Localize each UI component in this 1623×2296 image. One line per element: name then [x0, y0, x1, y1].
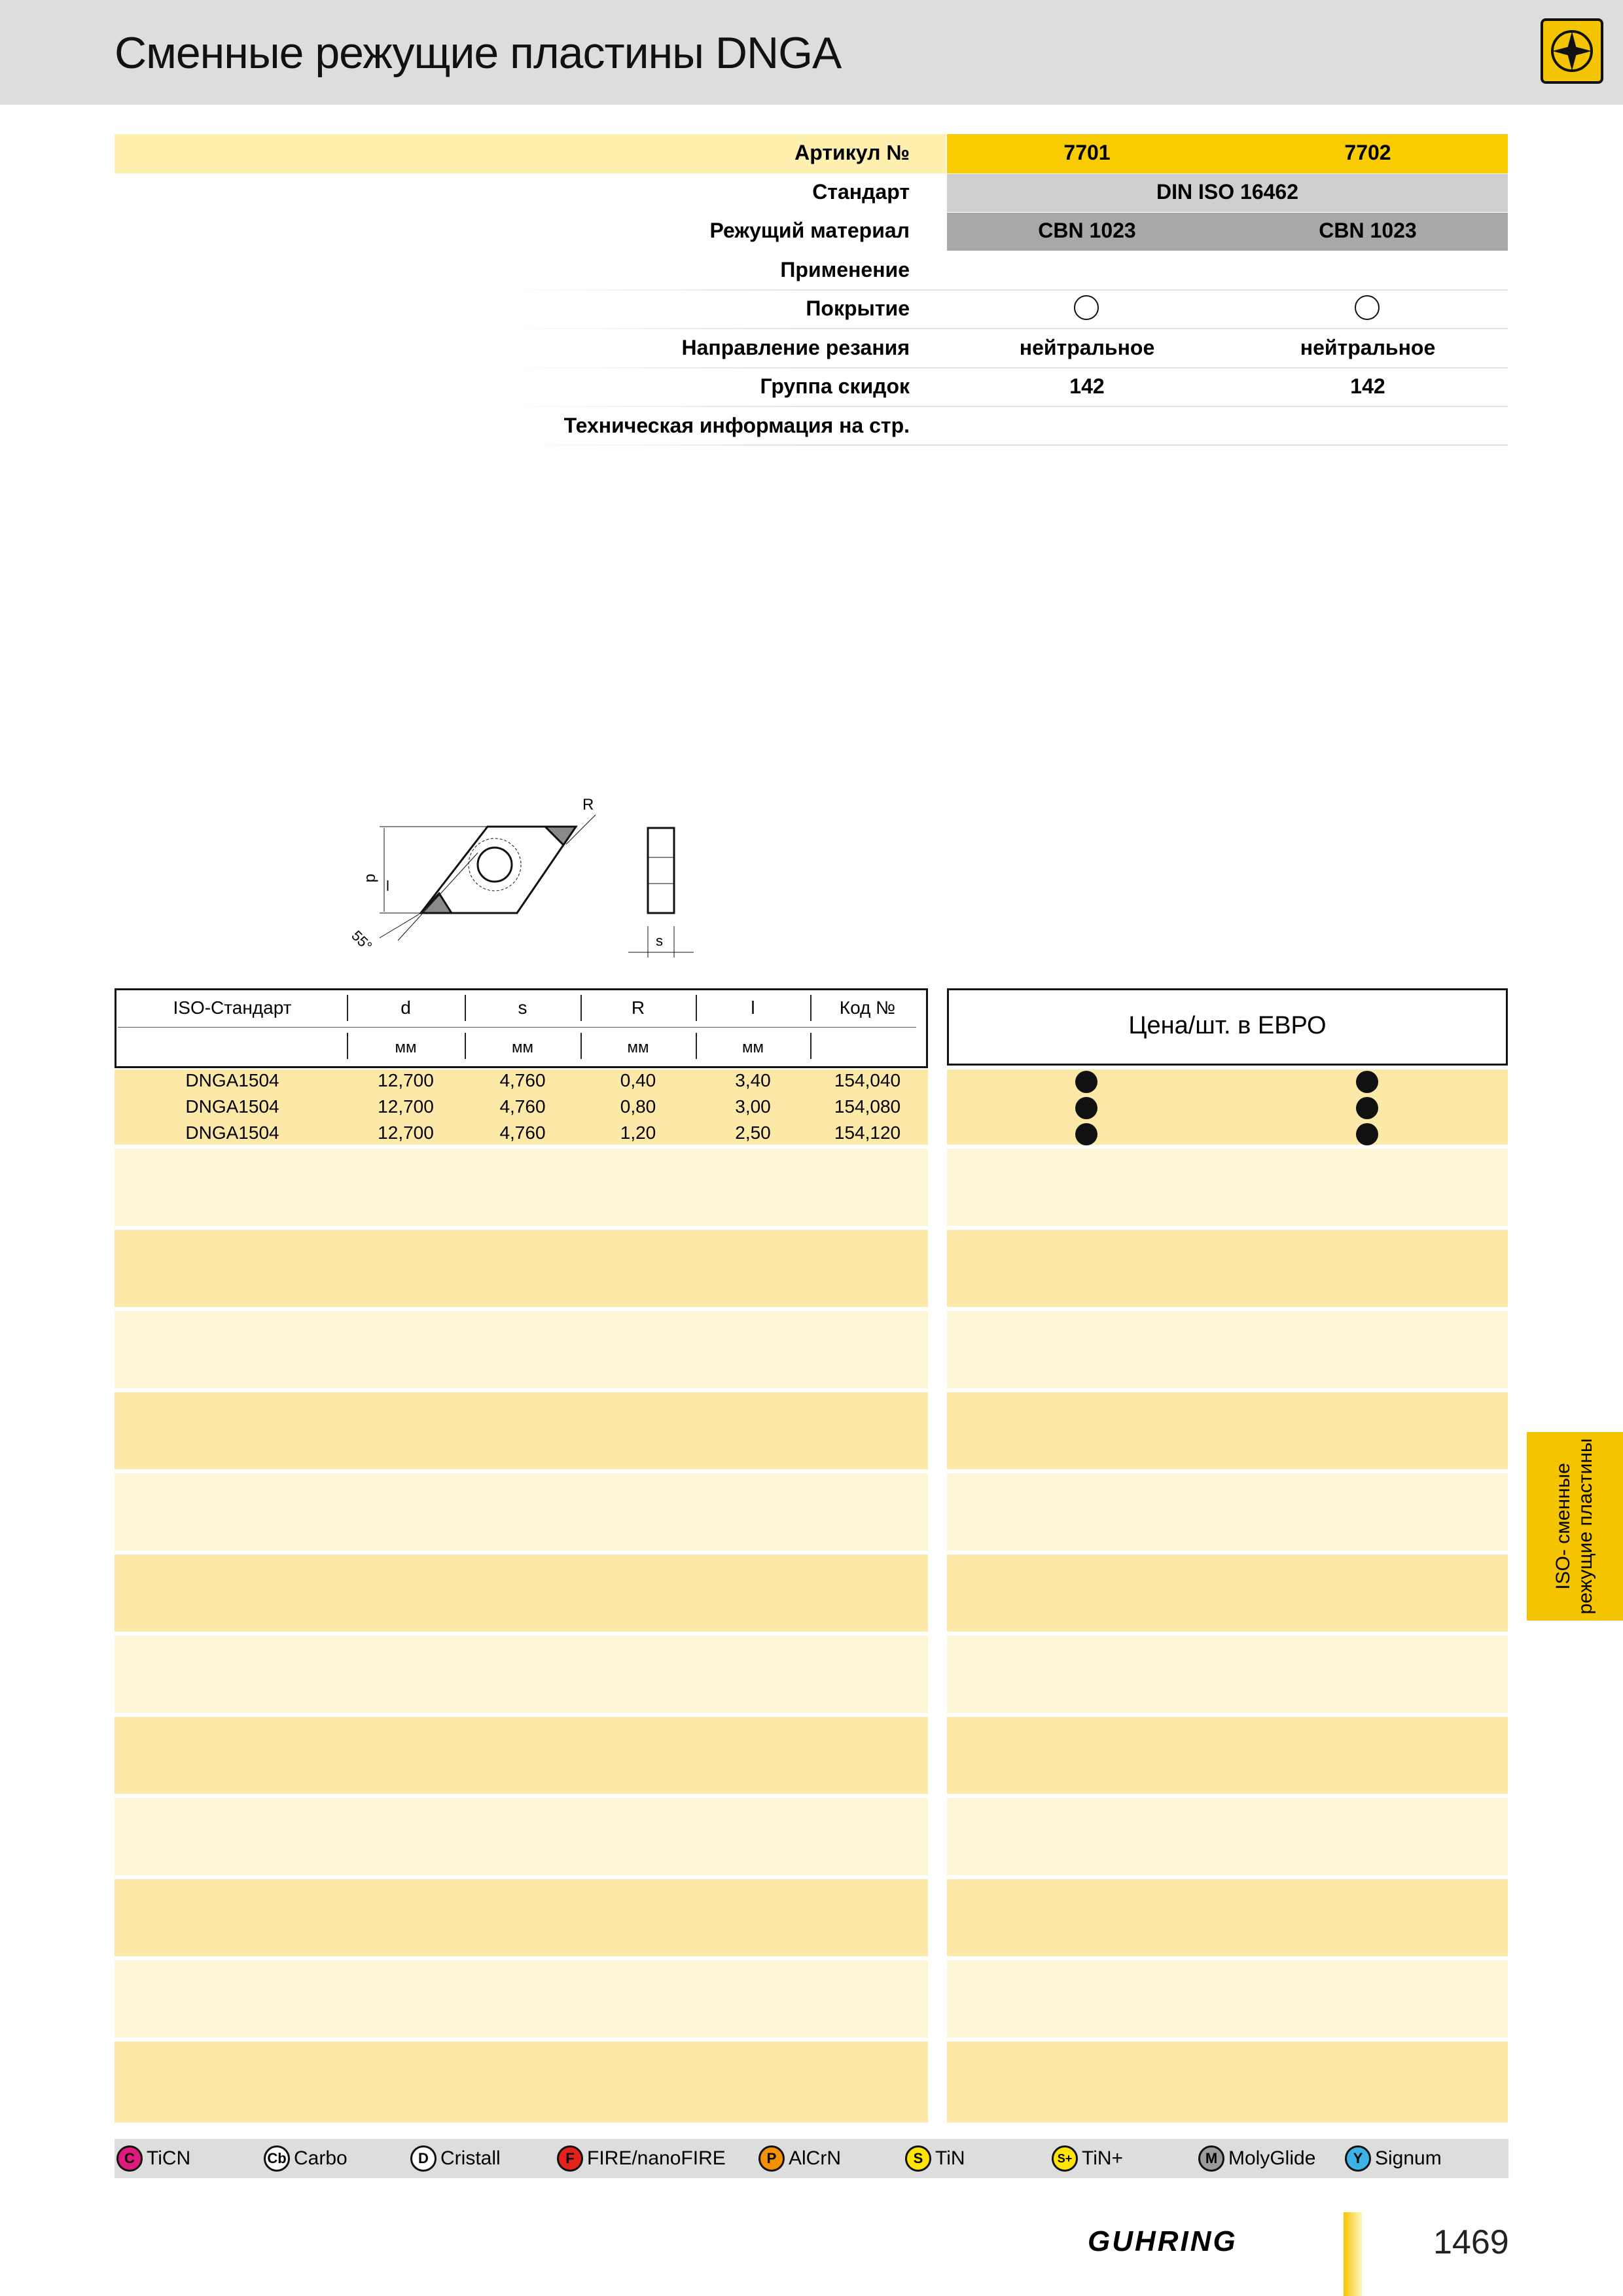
cell-s: 4,760 — [499, 1070, 546, 1090]
empty-band — [115, 1636, 928, 1713]
legend-label: TiCN — [147, 2147, 191, 2169]
discount-7701: 142 — [1069, 374, 1105, 398]
page-title: Сменные режущие пластины DNGA — [115, 28, 842, 78]
guhring-logo-icon — [1541, 18, 1603, 84]
col-header-s: s — [518, 997, 527, 1018]
available-dot-icon — [1075, 1097, 1097, 1119]
empty-band — [115, 1717, 928, 1794]
side-tab-line2: режущие пластины — [1575, 1438, 1596, 1615]
price-header: Цена/шт. в ЕВРО — [1128, 1012, 1327, 1039]
legend-item — [1345, 2145, 1442, 2172]
legend-label: TiN+ — [1082, 2147, 1124, 2169]
article-7702: 7702 — [1344, 141, 1391, 164]
legend-label: Cristall — [440, 2147, 501, 2169]
cell-iso: DNGA1504 — [185, 1122, 279, 1143]
drawing-label-d: d — [363, 874, 380, 883]
cell-d: 12,700 — [378, 1070, 434, 1090]
side-tab-line1: ISO- сменные — [1552, 1463, 1574, 1590]
legend-label: Signum — [1375, 2147, 1442, 2169]
cell-l: 3,00 — [735, 1096, 771, 1117]
empty-band — [947, 1311, 1508, 1388]
available-dot-icon — [1075, 1123, 1097, 1145]
direction-7701: нейтральное — [1019, 336, 1155, 359]
divider — [497, 328, 1508, 329]
spec-label-article: Артикул № — [794, 141, 910, 164]
cell-r: 0,40 — [620, 1070, 656, 1090]
available-dot-icon — [1075, 1071, 1097, 1093]
unit-d: мм — [395, 1039, 417, 1056]
available-dot-icon — [1356, 1097, 1378, 1119]
coating-d-icon: D — [410, 2145, 437, 2172]
legend-item — [116, 2145, 190, 2172]
empty-band — [115, 2041, 928, 2123]
cell-r: 1,20 — [620, 1122, 656, 1143]
insert-drawing — [321, 789, 713, 978]
cell-code: 154,040 — [834, 1070, 901, 1090]
divider — [497, 406, 1508, 407]
unit-s: мм — [512, 1039, 533, 1056]
empty-band — [115, 1960, 928, 2037]
material-7702: CBN 1023 — [1319, 219, 1417, 242]
coating-f-icon: F — [557, 2145, 583, 2172]
available-dot-icon — [1356, 1123, 1378, 1145]
spec-label-direction: Направление резания — [681, 336, 910, 359]
spec-label-application: Применение — [780, 258, 910, 281]
empty-band — [947, 1149, 1508, 1226]
col-header-iso: ISO-Стандарт — [173, 997, 292, 1018]
data-band — [947, 1069, 1508, 1145]
empty-band — [115, 1879, 928, 1956]
direction-7702: нейтральное — [1300, 336, 1436, 359]
empty-band — [115, 1311, 928, 1388]
coating-p-icon: P — [758, 2145, 785, 2172]
cell-code: 154,120 — [834, 1122, 901, 1143]
empty-band — [947, 1392, 1508, 1469]
legend-item — [410, 2145, 501, 2172]
footer-accent-bar — [1344, 2212, 1362, 2296]
article-7701: 7701 — [1063, 141, 1111, 164]
divider — [810, 1033, 812, 1059]
coating-y-icon: Y — [1345, 2145, 1371, 2172]
unit-r: мм — [627, 1039, 649, 1056]
cell-iso: DNGA1504 — [185, 1096, 279, 1117]
drawing-label-angle: 55° — [348, 927, 376, 954]
empty-band — [115, 1149, 928, 1226]
divider — [497, 444, 1508, 446]
cell-l: 2,50 — [735, 1122, 771, 1143]
coating-s-icon: S — [905, 2145, 931, 2172]
spec-label-discount: Группа скидок — [760, 374, 910, 398]
brand-logo: GUHRING — [1088, 2225, 1238, 2257]
col-header-r: R — [631, 997, 645, 1018]
empty-band — [947, 1879, 1508, 1956]
col-header-l: l — [751, 997, 755, 1018]
empty-band — [115, 1230, 928, 1307]
cell-l: 3,40 — [735, 1070, 771, 1090]
cell-s: 4,760 — [499, 1096, 546, 1117]
legend-label: Carbo — [294, 2147, 348, 2169]
divider — [497, 289, 1508, 291]
spec-label-material: Режущий материал — [709, 219, 910, 242]
empty-band — [947, 1636, 1508, 1713]
cell-s: 4,760 — [499, 1122, 546, 1143]
coating-c-icon: C — [116, 2145, 143, 2172]
legend-item — [1052, 2145, 1123, 2172]
standard-value: DIN ISO 16462 — [1156, 180, 1298, 204]
spec-label-standard: Стандарт — [812, 180, 910, 204]
empty-band — [115, 1473, 928, 1551]
unit-l: мм — [742, 1039, 764, 1056]
cell-code: 154,080 — [834, 1096, 901, 1117]
empty-band — [947, 1554, 1508, 1632]
spec-label-coating: Покрытие — [806, 296, 910, 320]
legend-label: AlCrN — [789, 2147, 841, 2169]
legend-item — [557, 2145, 726, 2172]
col-header-code: Код № — [839, 997, 896, 1018]
side-tab-label — [1552, 1439, 1597, 1615]
cell-d: 12,700 — [378, 1122, 434, 1143]
divider — [497, 367, 1508, 368]
empty-band — [115, 1554, 928, 1632]
legend-item — [1198, 2145, 1315, 2172]
empty-band — [947, 1717, 1508, 1794]
page-number: 1469 — [1433, 2223, 1509, 2261]
legend-item — [758, 2145, 841, 2172]
legend-label: FIRE/nanoFIRE — [587, 2147, 726, 2169]
empty-band — [947, 1798, 1508, 1875]
cell-d: 12,700 — [378, 1096, 434, 1117]
legend-item — [905, 2145, 965, 2172]
uncoated-circle-icon — [1355, 295, 1380, 320]
empty-band — [947, 1960, 1508, 2037]
coating-s-plus-icon: S+ — [1052, 2145, 1078, 2172]
discount-7702: 142 — [1350, 374, 1385, 398]
empty-band — [947, 2041, 1508, 2123]
available-dot-icon — [1356, 1071, 1378, 1093]
drawing-label-l: l — [386, 878, 389, 894]
coating-m-icon: M — [1198, 2145, 1224, 2172]
coating-cb-icon: Cb — [264, 2145, 290, 2172]
legend-item — [264, 2145, 348, 2172]
empty-band — [947, 1473, 1508, 1551]
col-header-d: d — [401, 997, 411, 1018]
drawing-label-s: s — [656, 933, 663, 949]
uncoated-circle-icon — [1074, 295, 1099, 320]
table-header-underline — [118, 1027, 916, 1028]
empty-band — [115, 1798, 928, 1875]
material-7701: CBN 1023 — [1038, 219, 1136, 242]
cell-iso: DNGA1504 — [185, 1070, 279, 1090]
legend-label: MolyGlide — [1228, 2147, 1316, 2169]
legend-label: TiN — [935, 2147, 965, 2169]
spec-label-techinfo: Техническая информация на стр. — [563, 414, 910, 437]
drawing-label-r: R — [582, 796, 594, 814]
empty-band — [115, 1392, 928, 1469]
empty-band — [947, 1230, 1508, 1307]
cell-r: 0,80 — [620, 1096, 656, 1117]
